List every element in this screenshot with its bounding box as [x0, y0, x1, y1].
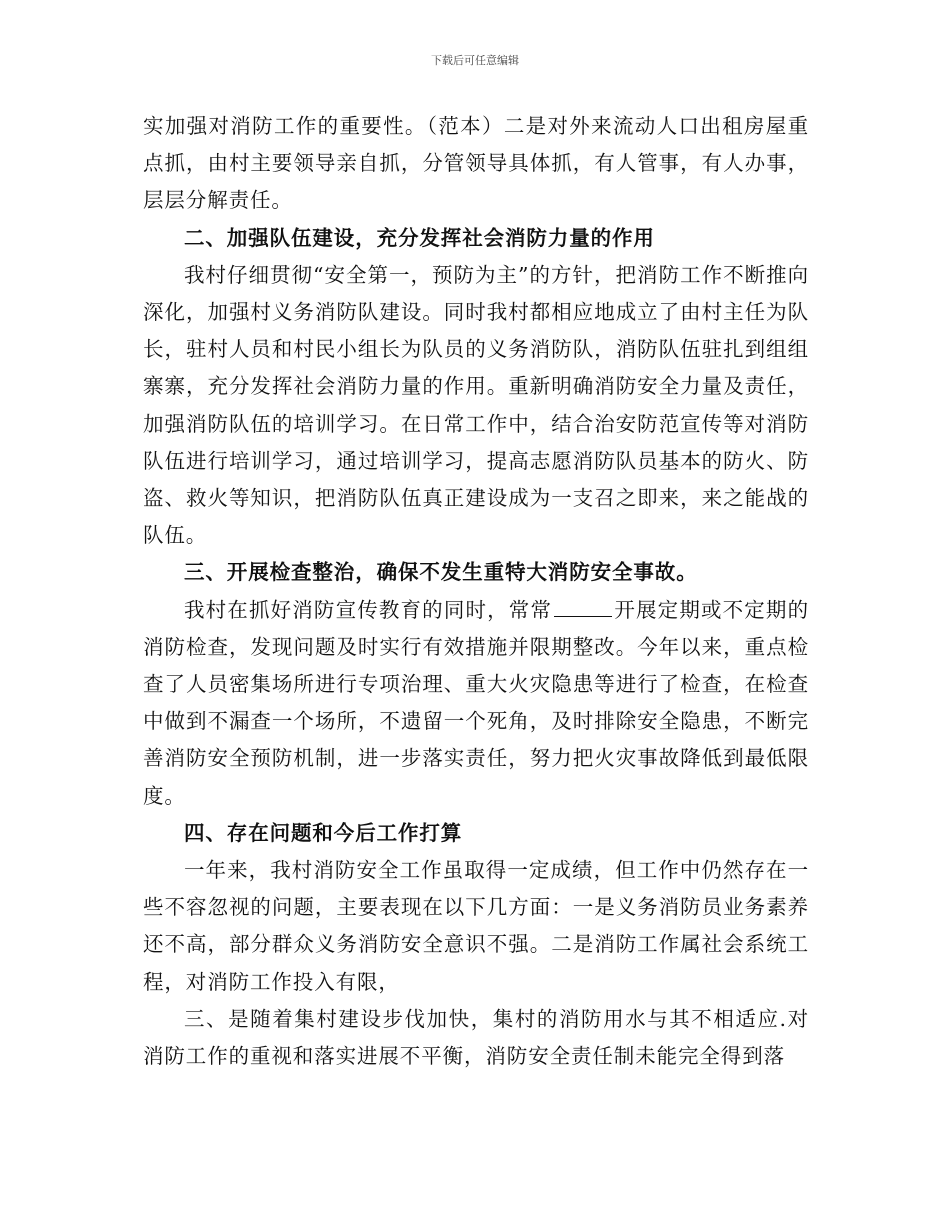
- fill-in-blank: [554, 598, 612, 617]
- section-heading-2: 二、加强队伍建设，充分发挥社会消防力量的作用: [184, 225, 655, 250]
- page-header: 下载后可任意编辑: [431, 54, 519, 67]
- paragraph-team-building: 我村仔细贯彻“安全第一，预防为主”的方针，把消防工作不断推向深化，加强村义务消防队建设。同时我村都相应地成立了由村主任为队长，驻村人员和村民小组长为队员的义务消防队，消防队伍驻扎到组组寨寨，充分发挥社会消防力量的作用。重新明确消防安全力量及责任，加强消防队伍的培训学习。在日常工作中，结合治安防范宣传等对消防队伍进行培训学习，通过培训学习，提高志愿消防队员基本的防火、防盗、救火等知识，把消防队伍真正建设成为一支召之即来，来之能战的队伍。: [143, 262, 809, 548]
- paragraph-problems: 一年来，我村消防安全工作虽取得一定成绩，但工作中仍然存在一些不容忽视的问题，主要表现在以下几方面：一是义务消防员业务素养还不高，部分群众义务消防安全意识不强。二是消防工作属社会系统工程，对消防工作投入有限，: [143, 858, 809, 994]
- paragraph-continuation: 实加强对消防工作的重要性。（范本）二是对外来流动人口出租房屋重点抓，由村主要领导亲自抓，分管领导具体抓，有人管事，有人办事，层层分解责任。: [143, 114, 809, 213]
- section-heading-4: 四、存在问题和今后工作打算: [184, 820, 463, 845]
- paragraph-third-point: 三、是随着集村建设步伐加快，集村的消防用水与其不相适应.对消防工作的重视和落实进展不平衡，消防安全责任制未能完全得到落: [143, 1006, 809, 1069]
- paragraph-inspection: [143, 592, 809, 815]
- section-heading-3: 三、开展检查整治，确保不发生重特大消防安全事故。: [184, 560, 698, 585]
- paragraph-inspection-part1: 我村在抓好消防宣传教育的同时，常常: [184, 597, 553, 622]
- paragraph-inspection-part2: 开展定期或不定期的消防检查，发现问题及时实行有效措施并限期整改。今年以来，重点检查了人员密集场所进行专项治理、重大火灾隐患等进行了检查，在检查中做到不漏查一个场所，不遗留一个死角，及时排除安全隐患，不断完善消防安全预防机制，进一步落实责任，努力把火灾事故降低到最低限度。: [143, 597, 809, 808]
- document-body: [143, 108, 809, 1075]
